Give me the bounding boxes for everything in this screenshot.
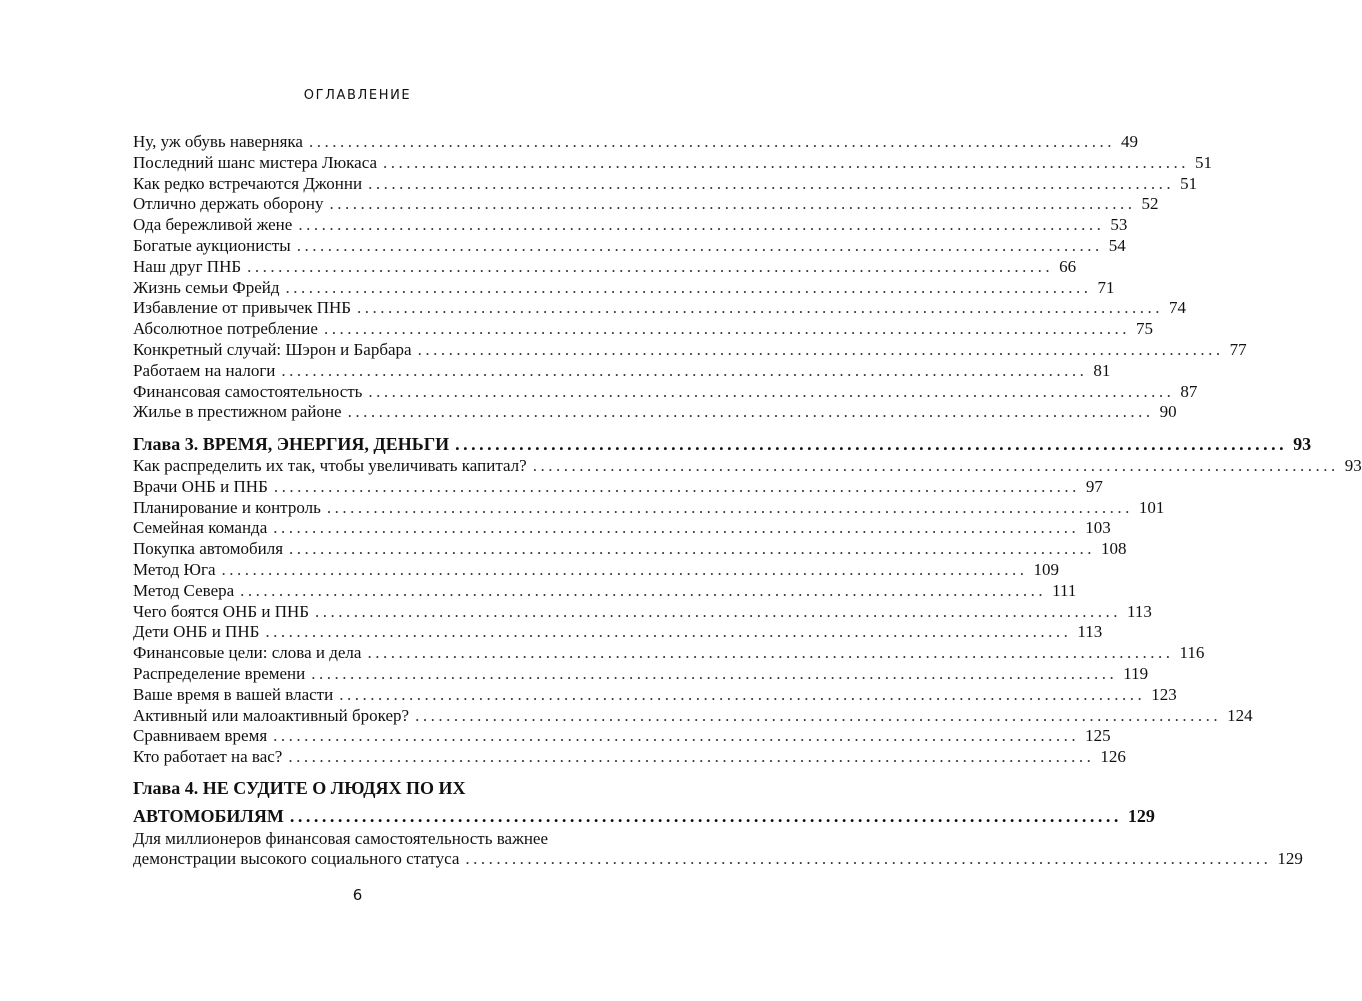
toc-entry-title: Работаем на налоги — [133, 360, 276, 380]
toc-entry: Покупка автомобиля ........................................................................................................ 108 — [133, 539, 1127, 559]
toc-entry-page: 129 — [1277, 849, 1303, 868]
toc-entry-page: 87 — [1180, 381, 1198, 401]
toc-entry-title: Как редко встречаются Джонни — [133, 173, 363, 193]
toc-entry-page: 101 — [1138, 497, 1165, 517]
toc-entry-title: Жизнь семьи Фрейд — [133, 277, 280, 297]
toc-entry-title: Метод Юга — [133, 559, 216, 579]
toc-entry: Метод Юга ........................................................................................................ 109 — [133, 559, 1060, 579]
chapter-title-line-2: АВТОМОБИЛЯМ — [133, 806, 284, 826]
toc-entry-title: Абсолютное потребление — [133, 319, 318, 339]
toc-entry-page: 93 — [1344, 456, 1362, 475]
toc-entry-title: Планирование и контроль — [133, 497, 321, 517]
toc-chapter-4 — [133, 774, 1155, 830]
page-number: 6 — [352, 886, 363, 904]
toc-chapter-3 — [133, 430, 1312, 458]
chapter-heading: Глава 3. ВРЕМЯ, ЭНЕРГИЯ, ДЕНЬГИ ........................................................................................................ 93 — [133, 430, 632, 458]
toc-entry-page: 125 — [1085, 726, 1111, 746]
toc-entry-page: 119 — [1123, 663, 1149, 683]
toc-entry-title: Активный или малоактивный брокер? — [133, 705, 410, 725]
toc-entry-title: Финансовая самостоятельность — [133, 381, 363, 401]
toc-entry: Отлично держать оборону ........................................................................................................ 52 — [133, 194, 1159, 214]
chapter-page: 129 — [1127, 806, 1155, 826]
toc-entry-title-line-1: Для миллионеров финансовая самостоятельность важнее — [133, 829, 549, 848]
toc-entry-page: 97 — [1085, 476, 1103, 496]
toc-entry: Избавление от привычек ПНБ ........................................................................................................ 74 — [133, 298, 1187, 318]
chapter-title: Глава 3. ВРЕМЯ, ЭНЕРГИЯ, ДЕНЬГИ — [133, 434, 450, 454]
toc-entry-title: Избавление от привычек ПНБ — [133, 298, 352, 318]
toc-entry-page: 53 — [1110, 215, 1128, 235]
toc-entry-page: 51 — [1180, 173, 1198, 193]
toc-entry-title: Метод Севера — [133, 580, 235, 600]
toc-section-4 — [133, 828, 1303, 870]
toc-entry-title: Кто работает на вас? — [133, 747, 283, 767]
toc-entry: Метод Севера ........................................................................................................ 111 — [133, 580, 1077, 600]
toc-entry-page: 49 — [1120, 132, 1138, 151]
toc-entry: Дети ОНБ и ПНБ ........................................................................................................ 113 — [133, 622, 1103, 642]
toc-entry-title: Ну, уж обувь наверняка — [133, 132, 303, 151]
toc-entry: Как редко встречаются Джонни ........................................................................................................ 51 — [133, 173, 1198, 193]
toc-entry-page: 75 — [1135, 319, 1153, 339]
toc-entry-title: Ваше время в вашей власти — [133, 684, 334, 704]
toc-entry: Последний шанс мистера Люкаса ........................................................................................................ 51 — [133, 152, 1213, 172]
toc-entry-page: 81 — [1093, 360, 1111, 380]
toc-entry: Финансовые цели: слова и дела ........................................................................................................ 116 — [133, 643, 1205, 663]
toc-entry: Конкретный случай: Шэрон и Барбара ........................................................................................................ 77 — [133, 339, 1247, 359]
toc-entry-page: 52 — [1141, 194, 1159, 214]
toc-entry: Жилье в престижном районе ........................................................................................................ 90 — [133, 402, 1177, 422]
toc-entry-title: Богатые аукционисты — [133, 235, 291, 255]
toc-entry: Абсолютное потребление ........................................................................................................ 75 — [133, 319, 1153, 339]
toc-entry-title: Ода бережливой жене — [133, 215, 293, 235]
toc-entry: демонстрации высокого социального статуса ........................................................................................................ 129 — [133, 849, 1303, 868]
toc-entry: Финансовая самостоятельность ........................................................................................................ 87 — [133, 381, 1198, 401]
toc-entry-page: 116 — [1179, 643, 1205, 663]
page-header: ОГЛАВЛЕНИЕ — [303, 88, 412, 103]
toc-entry-title: Конкретный случай: Шэрон и Барбара — [133, 339, 412, 359]
toc-entry-title: Финансовые цели: слова и дела — [133, 643, 362, 663]
toc-entry-page: 71 — [1097, 277, 1115, 297]
toc-entry-title: Последний шанс мистера Люкаса — [133, 152, 378, 172]
toc-entry: Активный или малоактивный брокер? ........................................................................................................ 124 — [133, 705, 1253, 725]
toc-entry-page: 103 — [1085, 518, 1111, 538]
toc-section-1 — [133, 132, 1247, 423]
toc-entry-page: 54 — [1108, 235, 1126, 255]
toc-section-3 — [133, 456, 1362, 768]
toc-entry: Кто работает на вас? ........................................................................................................ 126 — [133, 747, 1126, 767]
toc-entry-page: 113 — [1077, 622, 1103, 642]
toc-entry: Семейная команда ........................................................................................................ 103 — [133, 518, 1111, 538]
toc-entry-title: Сравниваем время — [133, 726, 268, 746]
toc-entry-title: Дети ОНБ и ПНБ — [133, 622, 260, 642]
chapter-heading: АВТОМОБИЛЯМ ........................................................................................................ 129 — [133, 802, 632, 830]
toc-entry-title: Наш друг ПНБ — [133, 256, 242, 276]
toc-entry-title: Отлично держать оборону — [133, 194, 324, 214]
chapter-title-line-1: Глава 4. НЕ СУДИТЕ О ЛЮДЯХ ПО ИХ — [133, 778, 466, 798]
toc-entry-page: 113 — [1127, 601, 1152, 621]
toc-entry-title: Жилье в престижном районе — [133, 402, 342, 422]
toc-entry: Распределение времени ........................................................................................................ 119 — [133, 663, 1149, 683]
toc-entry: Сравниваем время ........................................................................................................ 125 — [133, 726, 1111, 746]
toc-entry-page: 77 — [1229, 339, 1247, 359]
toc-entry-title: Семейная команда — [133, 518, 268, 538]
chapter-page: 93 — [1293, 434, 1312, 454]
toc-entry: Наш друг ПНБ ........................................................................................................ 66 — [133, 256, 1077, 276]
toc-entry: Работаем на налоги ........................................................................................................ 81 — [133, 360, 1111, 380]
toc-entry-page: 108 — [1101, 539, 1127, 559]
toc-entry-page: 126 — [1100, 747, 1126, 767]
toc-entry-page: 90 — [1159, 402, 1177, 422]
toc-entry-page: 123 — [1151, 684, 1177, 704]
toc-entry-page: 109 — [1033, 559, 1060, 579]
toc-entry-title-line-2: демонстрации высокого социального статуса — [133, 849, 460, 868]
toc-entry-title: Покупка автомобиля — [133, 539, 284, 559]
toc-entry: Ваше время в вашей власти ........................................................................................................ 123 — [133, 684, 1177, 704]
toc-entry: Как распределить их так, чтобы увеличивать капитал? ........................................................................................................ 93 — [133, 456, 1362, 475]
toc-entry-page: 51 — [1195, 152, 1213, 172]
toc-entry: Ну, уж обувь наверняка ........................................................................................................ 49 — [133, 132, 1138, 151]
toc-entry: Ода бережливой жене ........................................................................................................ 53 — [133, 215, 1128, 235]
toc-entry-title: Врачи ОНБ и ПНБ — [133, 476, 268, 496]
toc-entry: Жизнь семьи Фрейд ........................................................................................................ 71 — [133, 277, 1115, 297]
toc-entry: Богатые аукционисты ........................................................................................................ 54 — [133, 235, 1126, 255]
toc-entry-page: 111 — [1052, 580, 1077, 600]
toc-entry: Планирование и контроль ........................................................................................................ 101 — [133, 497, 1165, 517]
toc-entry-title: Как распределить их так, чтобы увеличивать капитал? — [133, 456, 527, 475]
toc-entry: Врачи ОНБ и ПНБ ........................................................................................................ 97 — [133, 476, 1103, 496]
toc-entry-page: 124 — [1227, 705, 1253, 725]
toc-entry-page: 74 — [1169, 298, 1187, 318]
toc-entry: Чего боятся ОНБ и ПНБ ........................................................................................................ 113 — [133, 601, 1152, 621]
toc-entry-title: Распределение времени — [133, 663, 306, 683]
toc-entry-title: Чего боятся ОНБ и ПНБ — [133, 601, 310, 621]
toc-entry-page: 66 — [1059, 256, 1077, 276]
